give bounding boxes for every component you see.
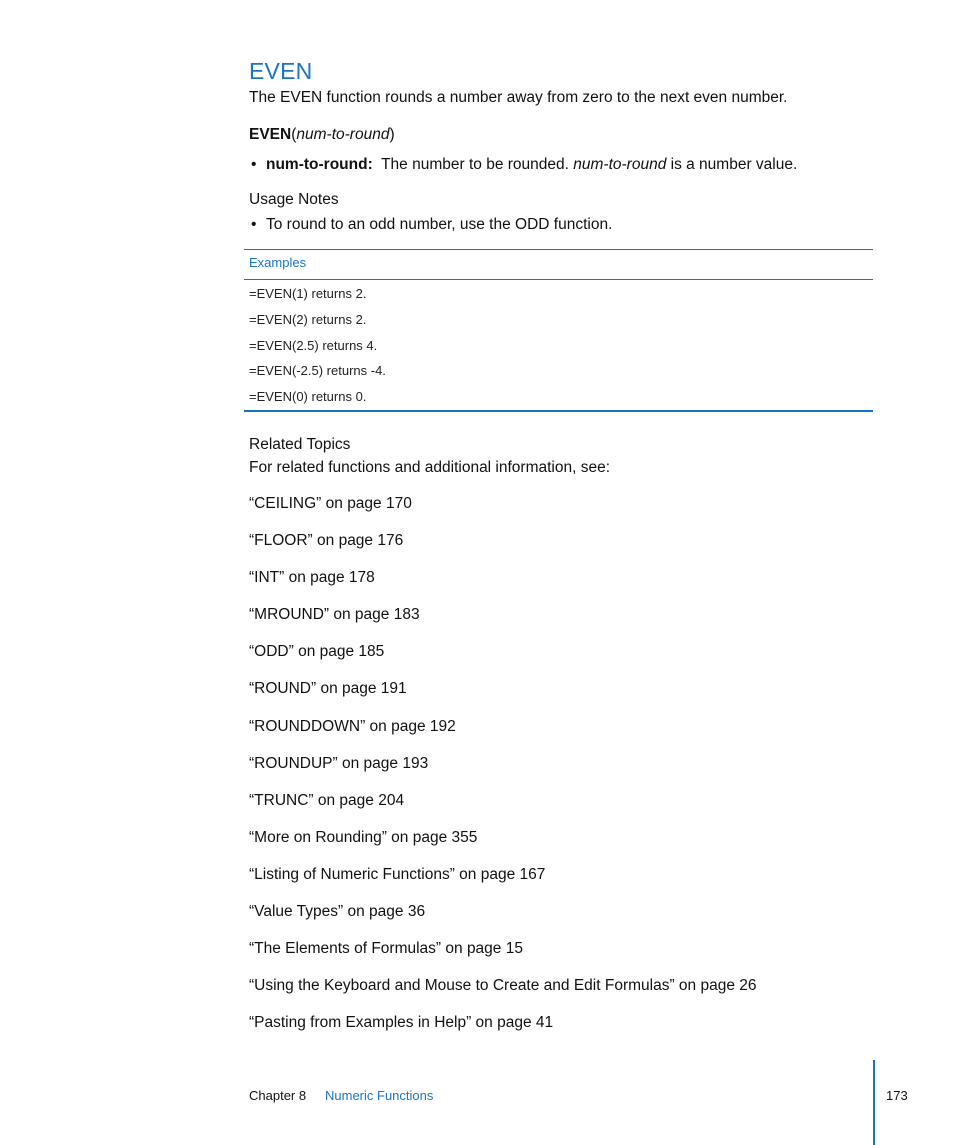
examples-table-header: Examples xyxy=(249,255,307,270)
related-link[interactable]: “The Elements of Formulas” on page 15 xyxy=(249,940,523,957)
related-link[interactable]: “More on Rounding” on page 355 xyxy=(249,829,478,846)
page-title: EVEN xyxy=(249,58,313,84)
parameter-text xyxy=(266,155,797,175)
bullet-marker: • xyxy=(251,156,257,173)
related-link[interactable]: “ROUNDUP” on page 193 xyxy=(249,755,429,772)
related-topics-heading: Related Topics xyxy=(249,436,351,453)
example-row: =EVEN(-2.5) returns -4. xyxy=(249,363,386,378)
related-link[interactable]: “Value Types” on page 36 xyxy=(249,903,426,920)
examples-table-header-rule xyxy=(244,279,873,280)
related-link[interactable]: “ODD” on page 185 xyxy=(249,643,385,660)
page-number: 173 xyxy=(886,1088,908,1103)
parameter-tail: is a number value. xyxy=(670,156,798,173)
parameter-italic-term: num-to-round xyxy=(573,156,667,173)
example-row: =EVEN(1) returns 2. xyxy=(249,286,367,301)
syntax-argument: num-to-round xyxy=(296,126,390,143)
related-link[interactable]: “Listing of Numeric Functions” on page 167 xyxy=(249,866,546,883)
related-link[interactable]: “ROUNDDOWN” on page 192 xyxy=(249,718,456,735)
related-link[interactable]: “CEILING” on page 170 xyxy=(249,495,412,512)
related-link[interactable]: “Using the Keyboard and Mouse to Create and Edit Formulas” on page 26 xyxy=(249,977,757,994)
function-description: The EVEN function rounds a number away from zero to the next even number. xyxy=(249,89,788,106)
related-link[interactable]: “FLOOR” on page 176 xyxy=(249,532,404,549)
parameter-name: num-to-round: xyxy=(266,156,373,173)
function-syntax xyxy=(249,125,395,145)
syntax-function-name: EVEN xyxy=(249,126,292,143)
example-row: =EVEN(0) returns 0. xyxy=(249,389,367,404)
syntax-close-paren: ) xyxy=(389,126,395,143)
usage-notes-heading: Usage Notes xyxy=(249,191,339,208)
syntax-open-paren: ( xyxy=(291,126,297,143)
examples-table-bottom-rule xyxy=(244,410,873,412)
footer-section-link[interactable]: Numeric Functions xyxy=(325,1088,434,1103)
related-link[interactable]: “ROUND” on page 191 xyxy=(249,680,407,697)
related-link[interactable]: “TRUNC” on page 204 xyxy=(249,792,405,809)
related-link[interactable]: “INT” on page 178 xyxy=(249,569,375,586)
example-row: =EVEN(2.5) returns 4. xyxy=(249,338,378,353)
bullet-marker: • xyxy=(251,216,257,233)
footer-chapter: Chapter 8 xyxy=(249,1088,307,1103)
footer-divider xyxy=(873,1060,875,1145)
examples-table-top-rule xyxy=(244,249,873,250)
parameter-description: The number to be rounded. xyxy=(381,156,569,173)
example-row: =EVEN(2) returns 2. xyxy=(249,312,367,327)
usage-note-text: To round to an odd number, use the ODD function. xyxy=(266,216,613,233)
related-link[interactable]: “Pasting from Examples in Help” on page 41 xyxy=(249,1014,554,1031)
related-link[interactable]: “MROUND” on page 183 xyxy=(249,606,420,623)
related-topics-intro: For related functions and additional information, see: xyxy=(249,459,611,476)
